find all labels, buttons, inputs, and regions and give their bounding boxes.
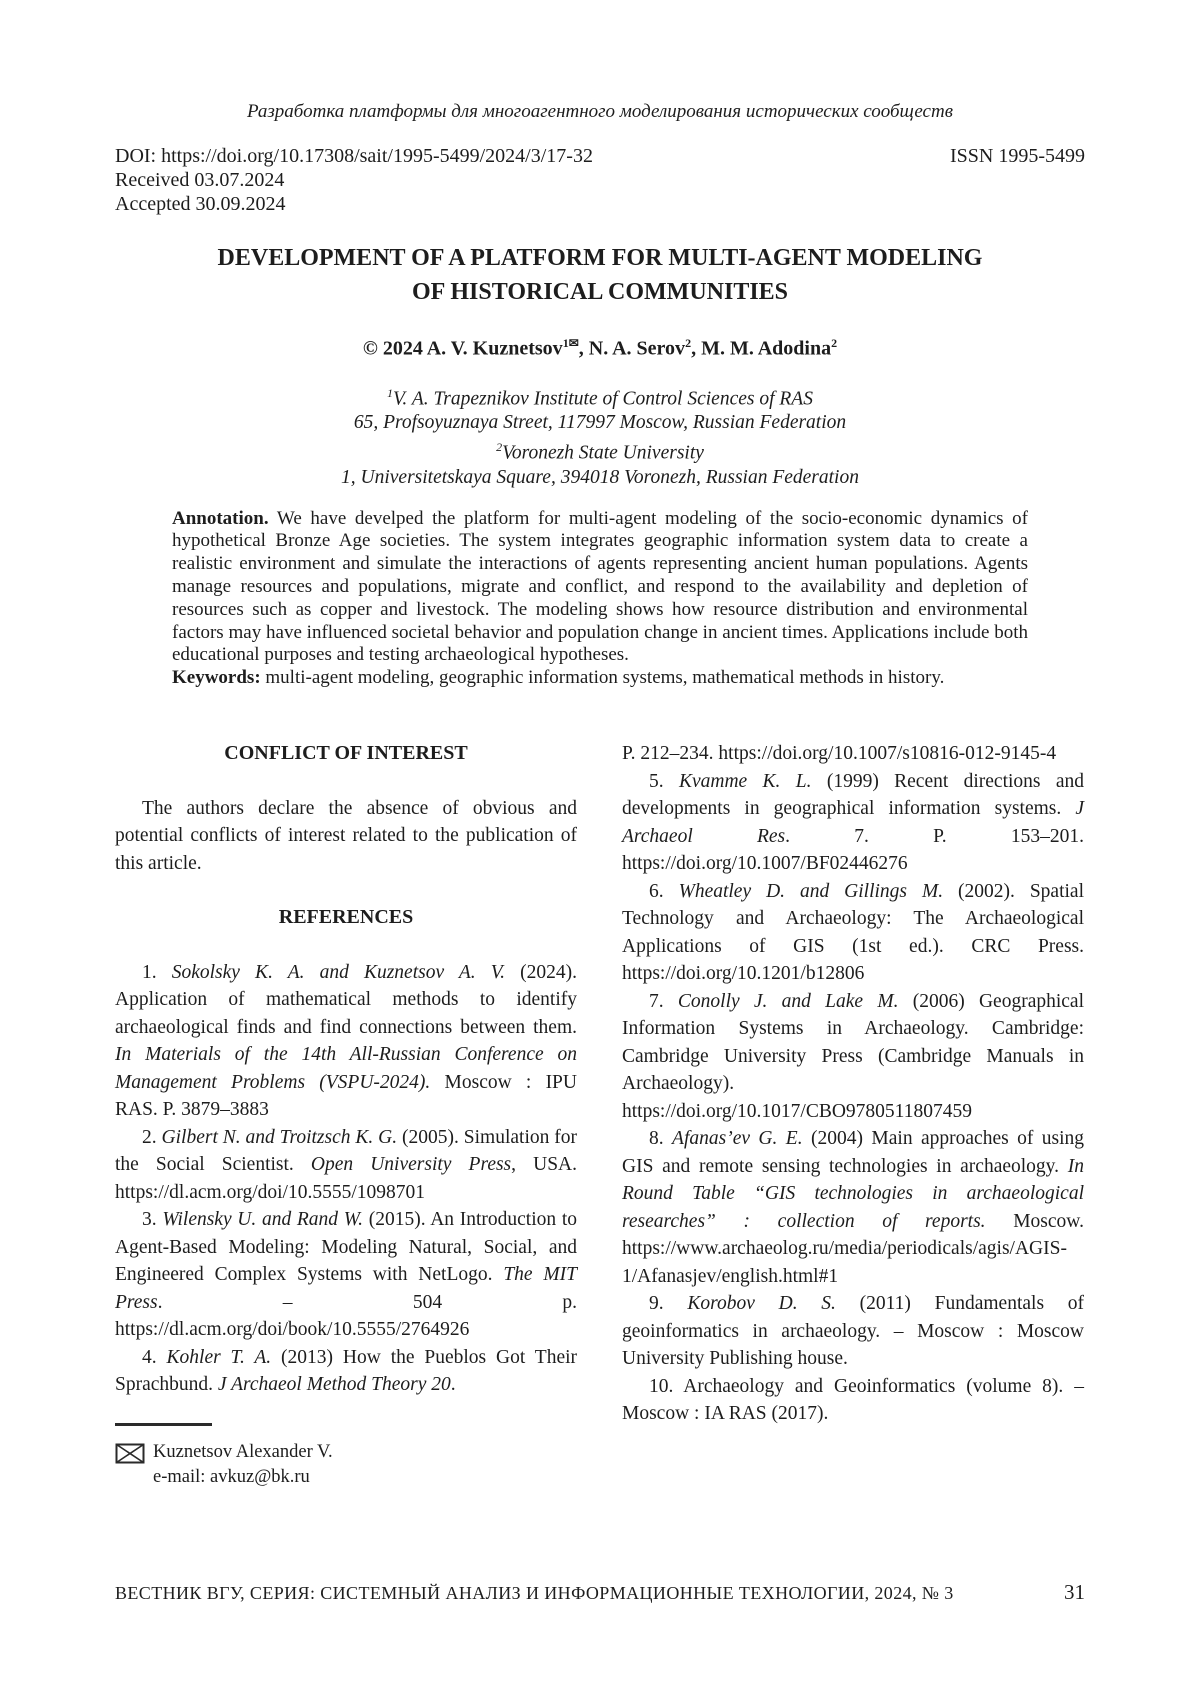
corresponding-author-name: Kuznetsov Alexander V. [153,1441,333,1462]
reference-item: 4. Kohler T. A. (2013) How the Pueblos Got Their Sprachbund. J Archaeol Method Theory 20. [115,1346,578,1396]
footnote-rule [115,1423,212,1426]
conflict-of-interest-heading: CONFLICT OF INTEREST [224,742,468,765]
article-title-line-2: OF HISTORICAL COMMUNITIES [411,279,789,305]
article-title [115,241,1085,309]
conflict-of-interest-paragraph: The authors declare the absence of obvious and potential conflicts of interest related to the publication of this article. [115,797,577,874]
article-title-line-1: DEVELOPMENT OF A PLATFORM FOR MULTI-AGENT MODELING [217,245,983,271]
reference-item: 10. Archaeology and Geoinformatics (volume 8). – Moscow : IA RAS (2017). [622,1375,1084,1425]
corresponding-author-email: e-mail: avkuz@bk.ru [153,1466,310,1487]
received-line: Received 03.07.2024 [115,169,285,191]
annotation-label: Annotation. [172,507,269,529]
running-head: Разработка платформы для многоагентного моделирования исторических сообществ [247,101,953,122]
reference-item: 1. Sokolsky K. A. and Kuznetsov A. V. (2024). Application of mathematical methods to identify archaeological finds and find connections between them. In Materials of the 14th All-Russian Conference on Management Problems (VSPU-2024). Moscow : IPU RAS. P. 3879–3883 [115,961,577,1121]
reference-item: 3. Wilensky U. and Rand W. (2015). An Introduction to Agent-Based Modeling: Modeling Natural, Social, and Engineered Complex Systems with NetLogo. The MIT Press. – 504 p. https://dl.acm.org/doi/book/10.5555/2764926 [115,1209,577,1341]
article-meta [115,144,1085,216]
reference-item: 5. Kvamme K. L. (1999) Recent directions and developments in geographical information systems. J Archaeol Res. 7. P. 153–201. https://doi.org/10.1007/BF02446276 [622,770,1085,875]
right-column [622,740,1084,1490]
keywords-text: multi-agent modeling, geographic information systems, mathematical methods in history. [260,667,945,689]
two-column-section [115,740,1085,1490]
issn-line: ISSN 1995-5499 [949,145,1085,167]
affiliation-line: 65, Profsoyuznaya Street, 117997 Moscow, Russian Federation [353,412,847,434]
references-heading: REFERENCES [278,906,414,929]
page-number: 31 [1064,1580,1085,1604]
envelope-icon [115,1440,153,1464]
authors-line: © 2024 A. V. Kuznetsov$^{1✉}$, N. A. Serov$^2$, M. M. Adodina$^2$ [362,336,838,360]
affiliations-block [115,381,1085,490]
journal-footer-line: ВЕСТНИК ВГУ, СЕРИЯ: СИСТЕМНЫЙ АНАЛИЗ И ИНФОРМАЦИОННЫЕ ТЕХНОЛОГИИ, 2024, № 3 [115,1583,954,1603]
doi-line: DOI: https://doi.org/10.17308/sait/1995-5499/2024/3/17-32 [115,145,593,167]
annotation-paragraph [172,508,1028,668]
abstract-block [172,508,1028,690]
affiliation-line: $^2$Voronezh State University [496,440,704,464]
reference-item: 7. Conolly J. and Lake M. (2006) Geographical Information Systems in Archaeology. Cambridge: Cambridge University Press (Cambridge Manuals in Archaeology). https://doi.org/10.1017/CBO9780511807459 [622,990,1084,1122]
annotation-text: We have develped the platform for multi-agent modeling of the socio-economic dynamics of hypothetical Bronze Age societies. The system integrates geographic information system data to create a realistic environment and simulate the interactions of agents representing ancient human populations. Agents manage resources and populations, migrate and conflict, and respond to the availability and depletion of resources such as copper and livestock. The modeling shows how resource distribution and environmental factors may have influenced societal behavior and population change in ancient times. Applications include both educational purposes and testing archaeological hypotheses. [172,507,1028,666]
reference-item: 2. Gilbert N. and Troitzsch K. G. (2005). Simulation for the Social Scientist. Open University Press, USA. https://dl.acm.org/doi/10.5555/1098701 [115,1126,578,1203]
reference-item-continuation: P. 212–234. https://doi.org/10.1007/s10816-012-9145-4 [622,743,1057,765]
left-column [115,740,577,1490]
affiliation-line: 1, Universitetskaya Square, 394018 Voronezh, Russian Federation [341,466,859,488]
keywords-label: Keywords: [172,667,261,689]
corresponding-author-footnote [115,1423,577,1490]
affiliation-line: $^1$V. A. Trapeznikov Institute of Control Sciences of RAS [387,385,813,410]
reference-item: 9. Korobov D. S. (2011) Fundamentals of geoinformatics in archaeology. – Moscow : Moscow University Publishing house. [622,1293,1085,1370]
keywords-paragraph [172,667,1028,690]
reference-item: 6. Wheatley D. and Gillings M. (2002). Spatial Technology and Archaeology: The Archaeological Applications of GIS (1st ed.). CRC Press. https://doi.org/10.1201/b12806 [622,880,1084,985]
page-footer [115,1580,1085,1605]
accepted-line: Accepted 30.09.2024 [115,193,286,215]
reference-item: 8. Afanas’ev G. E. (2004) Main approaches of using GIS and remote sensing technologies in archaeology. In Round Table “GIS technologies in archaeological researches” : collection of reports. Moscow. https://www.archaeolog.ru/media/periodicals/agis/AGIS-1/Afanasjev/english.html#1 [622,1128,1085,1287]
